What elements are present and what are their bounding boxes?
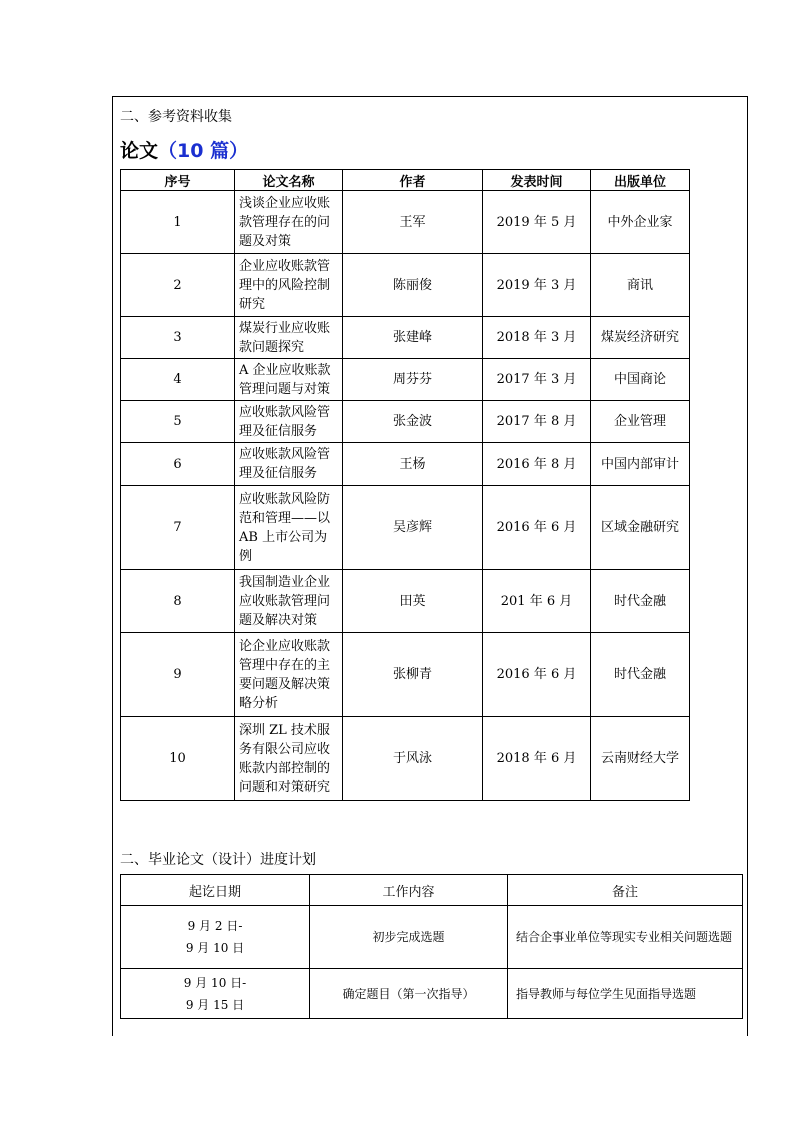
row-author: 王军	[343, 191, 483, 254]
row-no: 3	[121, 317, 235, 359]
row-author: 陈丽俊	[343, 254, 483, 317]
row-publisher: 中国内部审计	[591, 443, 690, 486]
row-author: 张金波	[343, 401, 483, 443]
table-row	[121, 486, 690, 570]
row-date: 2017 年 3 月	[483, 359, 591, 401]
row-publisher: 煤炭经济研究	[591, 317, 690, 359]
row-title: 应收账款风险防范和管理——以AB 上市公司为例	[235, 486, 343, 570]
papers-subheading-text: 论文	[120, 140, 159, 162]
row-no: 10	[121, 717, 235, 801]
row-publisher: 中国商论	[591, 359, 690, 401]
table-row	[121, 906, 743, 969]
row-author: 张柳青	[343, 633, 483, 717]
row-no: 6	[121, 443, 235, 486]
row-no: 4	[121, 359, 235, 401]
header-work-content: 工作内容	[310, 875, 508, 906]
row-date: 2018 年 6 月	[483, 717, 591, 801]
table-row	[121, 717, 690, 801]
row-publisher: 中外企业家	[591, 191, 690, 254]
row-author: 周芬芬	[343, 359, 483, 401]
row-no: 5	[121, 401, 235, 443]
header-remarks: 备注	[508, 875, 743, 906]
row-publisher: 时代金融	[591, 570, 690, 633]
row-no: 8	[121, 570, 235, 633]
row-title: 应收账款风险管理及征信服务	[235, 443, 343, 486]
row-publisher: 企业管理	[591, 401, 690, 443]
row-publisher: 商讯	[591, 254, 690, 317]
schedule-content: 初步完成选题	[310, 906, 508, 969]
table-row	[121, 443, 690, 486]
table-row	[121, 633, 690, 717]
date-start: 9 月 2 日-	[187, 919, 243, 933]
row-date: 2019 年 3 月	[483, 254, 591, 317]
date-end: 9 月 10 日	[185, 941, 245, 955]
papers-count: （10 篇）	[158, 140, 249, 162]
row-no: 2	[121, 254, 235, 317]
papers-subheading	[120, 136, 248, 163]
row-title: 企业应收账款管理中的风险控制研究	[235, 254, 343, 317]
row-title: A 企业应收账款管理问题与对策	[235, 359, 343, 401]
row-no: 7	[121, 486, 235, 570]
table-row	[121, 969, 743, 1019]
header-author: 作者	[343, 170, 483, 191]
papers-table	[120, 169, 690, 801]
schedule-note: 结合企事业单位等现实专业相关问题选题	[508, 906, 743, 969]
row-author: 吴彦辉	[343, 486, 483, 570]
row-author: 田英	[343, 570, 483, 633]
table-row	[121, 317, 690, 359]
row-author: 张建峰	[343, 317, 483, 359]
row-author: 王杨	[343, 443, 483, 486]
date-start: 9 月 10 日-	[183, 975, 247, 990]
papers-header-row	[121, 170, 690, 191]
date-end: 9 月 15 日	[185, 997, 245, 1012]
row-publisher: 区域金融研究	[591, 486, 690, 570]
row-title: 论企业应收账款管理中存在的主要问题及解决策略分析	[235, 633, 343, 717]
header-no: 序号	[121, 170, 235, 191]
row-title: 我国制造业企业应收账款管理问题及解决对策	[235, 570, 343, 633]
header-date-range: 起讫日期	[121, 875, 310, 906]
row-title: 深圳 ZL 技术服务有限公司应收账款内部控制的问题和对策研究	[235, 717, 343, 801]
row-no: 9	[121, 633, 235, 717]
table-row	[121, 254, 690, 317]
row-publisher: 云南财经大学	[591, 717, 690, 801]
table-row	[121, 570, 690, 633]
section-heading-schedule: 二、毕业论文（设计）进度计划	[120, 852, 316, 868]
table-row	[121, 191, 690, 254]
schedule-note: 指导教师与每位学生见面指导选题	[508, 969, 743, 1019]
table-row	[121, 359, 690, 401]
header-title: 论文名称	[235, 170, 343, 191]
schedule-table	[120, 874, 743, 1019]
row-date: 201 年 6 月	[483, 570, 591, 633]
section-heading-references: 二、参考资料收集	[120, 109, 232, 125]
row-title: 煤炭行业应收账款问题探究	[235, 317, 343, 359]
row-date: 2016 年 8 月	[483, 443, 591, 486]
schedule-header-row	[121, 875, 743, 906]
schedule-date-range	[121, 906, 310, 969]
row-author: 于风泳	[343, 717, 483, 801]
header-publisher: 出版单位	[591, 170, 690, 191]
row-no: 1	[121, 191, 235, 254]
row-title: 应收账款风险管理及征信服务	[235, 401, 343, 443]
row-date: 2018 年 3 月	[483, 317, 591, 359]
schedule-date-range	[121, 969, 310, 1019]
row-title: 浅谈企业应收账款管理存在的问题及对策	[235, 191, 343, 254]
row-publisher: 时代金融	[591, 633, 690, 717]
schedule-content: 确定题目（第一次指导）	[310, 969, 508, 1019]
row-date: 2017 年 8 月	[483, 401, 591, 443]
row-date: 2019 年 5 月	[483, 191, 591, 254]
row-date: 2016 年 6 月	[483, 633, 591, 717]
header-date: 发表时间	[483, 170, 591, 191]
row-date: 2016 年 6 月	[483, 486, 591, 570]
table-row	[121, 401, 690, 443]
